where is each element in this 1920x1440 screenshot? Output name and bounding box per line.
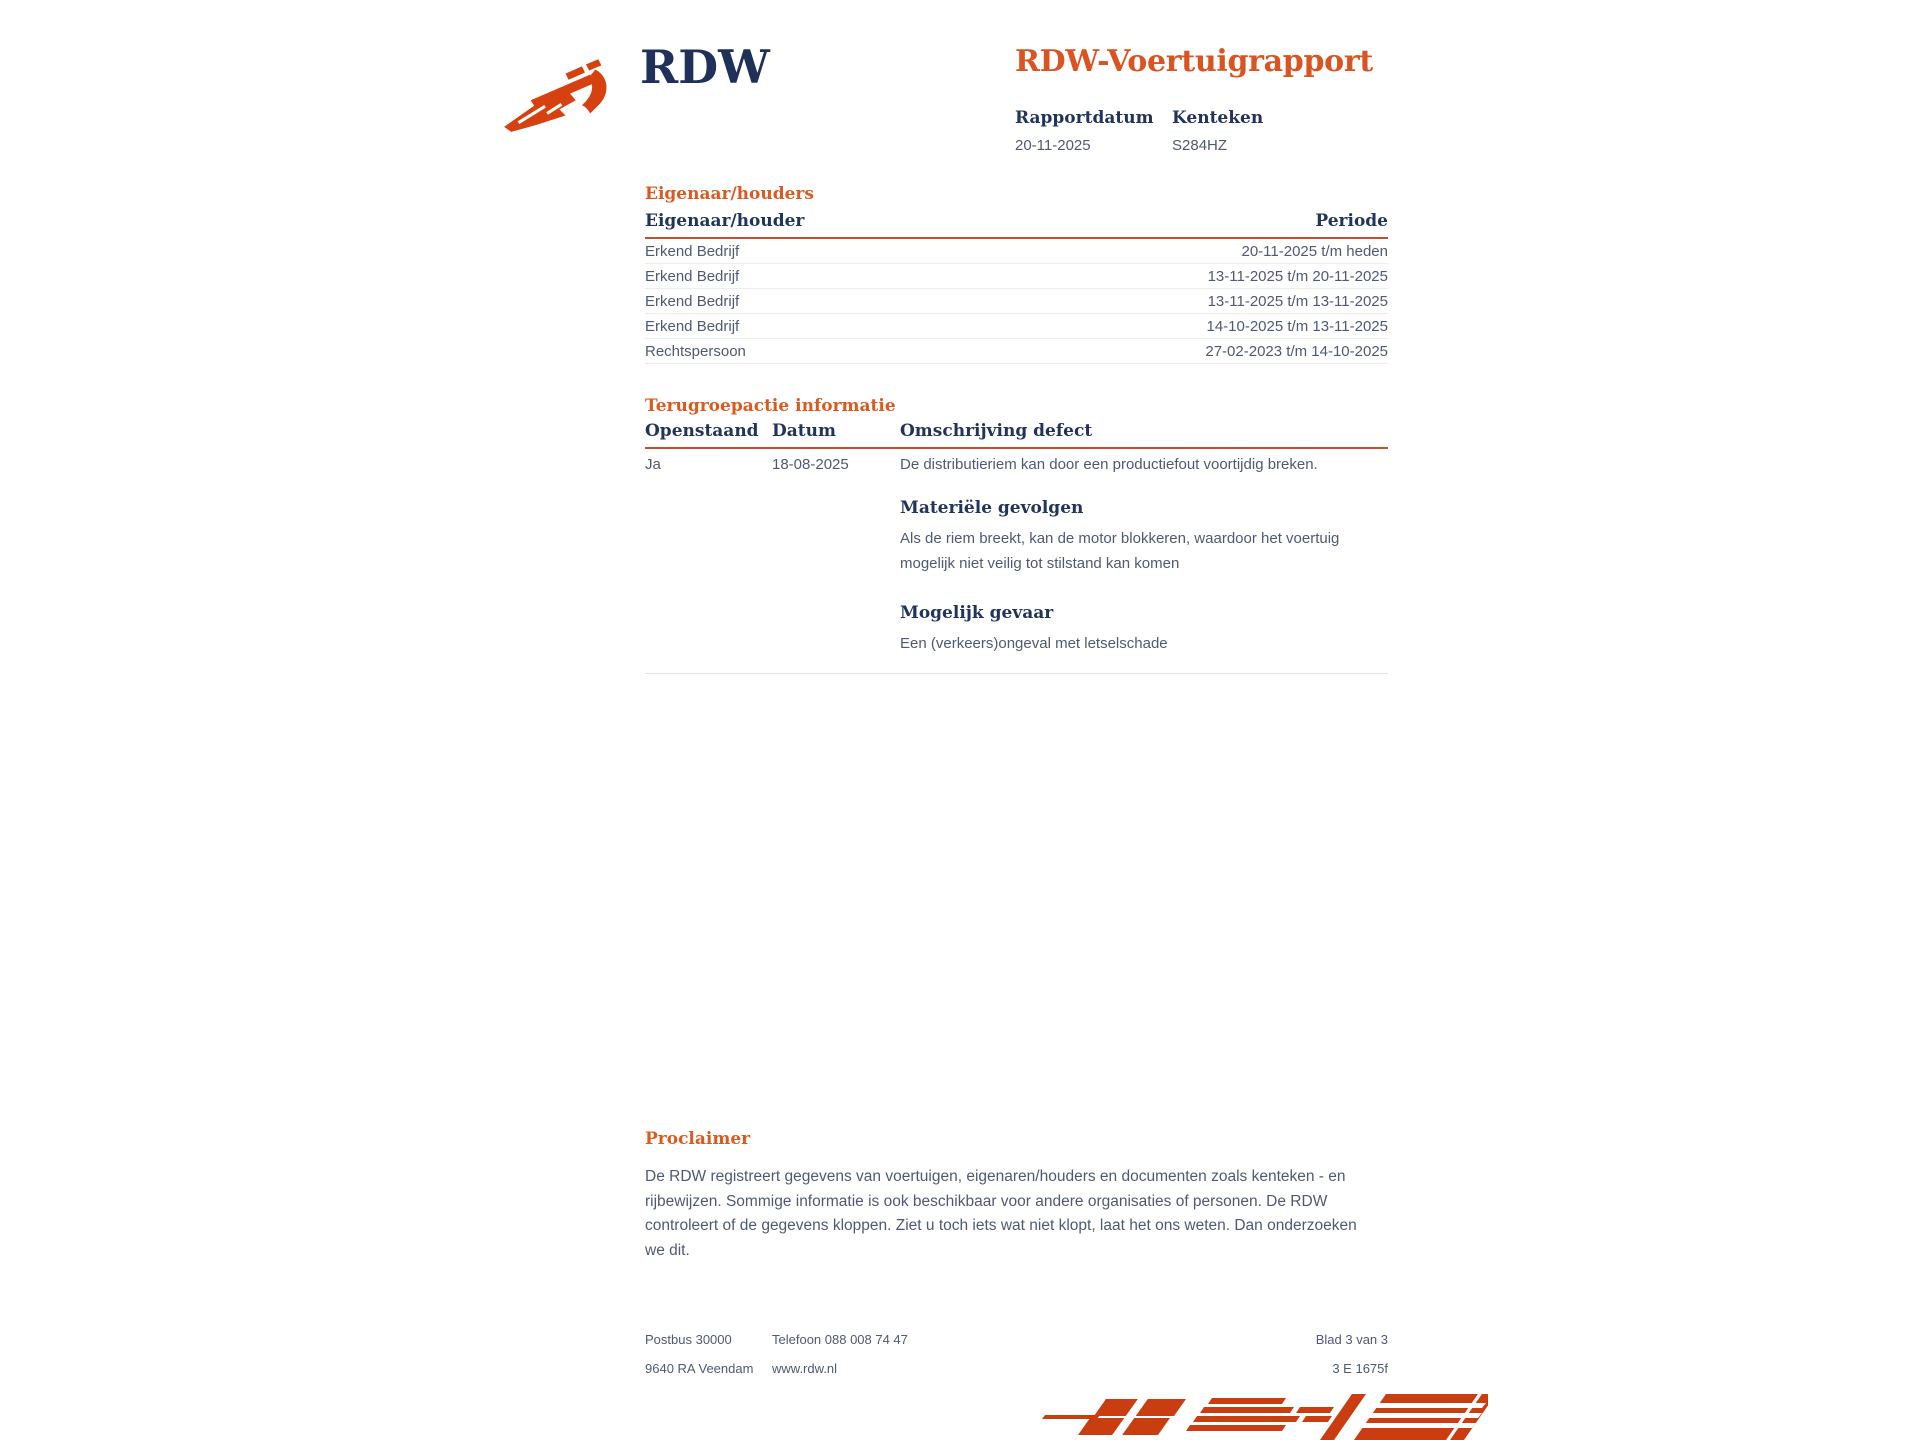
- table-row: [645, 264, 1388, 289]
- owner-cell: Erkend Bedrijf: [645, 317, 740, 335]
- footer-phone: Telefoon 088 008 74 47: [772, 1332, 908, 1347]
- period-cell: 13-11-2025 t/m 20-11-2025: [1207, 267, 1388, 285]
- recall-section-title: Terugroepactie informatie: [645, 396, 896, 416]
- owners-col-owner: Eigenaar/houder: [645, 211, 805, 231]
- page-title: RDW-Voertuigrapport: [1015, 44, 1373, 79]
- recall-table-header: [645, 421, 1388, 449]
- recall-open-cell: Ja: [645, 456, 661, 473]
- material-consequences-block: [900, 498, 1388, 576]
- recall-date-cell: 18-08-2025: [772, 456, 849, 473]
- proclaimer-line: we dit.: [645, 1241, 690, 1259]
- possible-danger-text: Een (verkeers)ongeval met letselschade: [900, 635, 1168, 652]
- report-meta: [1015, 108, 1264, 154]
- period-cell: 13-11-2025 t/m 13-11-2025: [1207, 292, 1388, 310]
- owners-col-period: Periode: [1315, 211, 1388, 231]
- owner-cell: Erkend Bedrijf: [645, 267, 740, 285]
- recall-col-date: Datum: [772, 421, 836, 441]
- rdw-speed-stripes-graphic: [1042, 1392, 1488, 1440]
- recall-section: [645, 396, 1388, 674]
- report-date-value: 20-11-2025: [1015, 137, 1091, 154]
- period-cell: 27-02-2023 t/m 14-10-2025: [1205, 342, 1388, 360]
- recall-col-open: Openstaand: [645, 421, 759, 441]
- report-date-label: Rapportdatum: [1015, 108, 1154, 128]
- proclaimer-line: De RDW registreert gegevens van voertuigen, eigenaren/houders en documenten zoals kenteken - en: [645, 1168, 1346, 1185]
- table-row: [645, 314, 1388, 339]
- section-divider: [645, 673, 1388, 674]
- material-consequences-line: Als de riem breekt, kan de motor blokkeren, waardoor het voertuig: [900, 530, 1340, 547]
- table-row: [645, 289, 1388, 314]
- recall-col-desc: Omschrijving defect: [900, 421, 1093, 441]
- license-plate-block: [1172, 108, 1263, 154]
- owners-section-title: Eigenaar/houders: [645, 184, 814, 204]
- license-plate-label: Kenteken: [1172, 108, 1264, 128]
- proclaimer-text: [645, 1165, 1405, 1263]
- proclaimer-line: rijbewijzen. Sommige informatie is ook beschikbaar voor andere organisaties of personen. De RDW: [645, 1192, 1328, 1210]
- material-consequences-title: Materiële gevolgen: [900, 498, 1084, 518]
- table-row: [645, 239, 1388, 264]
- page-footer: [645, 1332, 1388, 1390]
- footer-address-line1: Postbus 30000: [645, 1332, 732, 1347]
- proclaimer-line: controleert of de gegevens kloppen. Ziet u toch iets wat niet klopt, laat het ons weten. Dan onderzoeken: [645, 1217, 1357, 1234]
- owner-cell: Erkend Bedrijf: [645, 242, 740, 260]
- owners-section: [645, 184, 1388, 364]
- material-consequences-line: mogelijk niet veilig tot stilstand kan komen: [900, 554, 1180, 572]
- license-plate-value: S284HZ: [1172, 137, 1228, 154]
- owners-table-header: [645, 211, 1388, 239]
- footer-doc-code: 3 E 1675f: [1332, 1361, 1388, 1376]
- rdw-logo-wordmark: RDW: [640, 40, 770, 94]
- possible-danger-block: [900, 603, 1388, 657]
- footer-address-line2: 9640 RA Veendam: [645, 1361, 754, 1376]
- table-row: [645, 339, 1388, 364]
- recall-desc-cell: De distributieriem kan door een productiefout voortijdig breken.: [900, 456, 1318, 473]
- owner-cell: Erkend Bedrijf: [645, 292, 740, 310]
- period-cell: 20-11-2025 t/m heden: [1241, 242, 1388, 260]
- footer-website-link[interactable]: www.rdw.nl: [772, 1361, 838, 1376]
- owner-cell: Rechtspersoon: [645, 342, 746, 360]
- table-row: [645, 449, 1388, 473]
- footer-page-indicator: Blad 3 van 3: [1315, 1332, 1388, 1347]
- rdw-feather-icon: [500, 52, 628, 132]
- proclaimer-section-title: Proclaimer: [645, 1129, 751, 1149]
- possible-danger-title: Mogelijk gevaar: [900, 603, 1054, 623]
- proclaimer-section: [645, 1129, 1405, 1263]
- report-date-block: [1015, 108, 1154, 154]
- period-cell: 14-10-2025 t/m 13-11-2025: [1206, 317, 1388, 335]
